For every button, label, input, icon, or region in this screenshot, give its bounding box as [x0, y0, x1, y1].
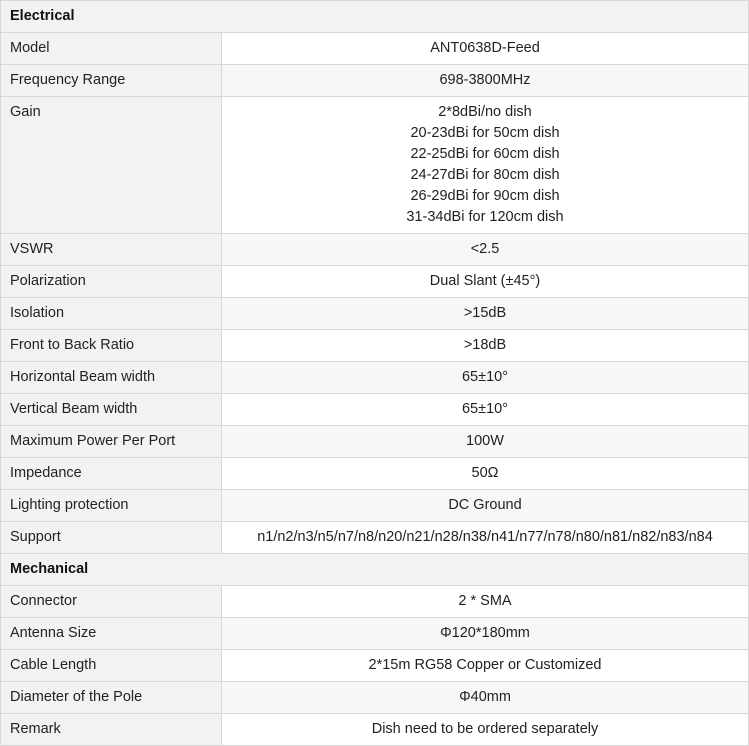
- spec-value: 698-3800MHz: [222, 65, 749, 97]
- spec-value: 65±10°: [222, 394, 749, 426]
- spec-label: Antenna Size: [1, 618, 222, 650]
- spec-row-isolation: [1, 298, 749, 330]
- spec-label: Cable Length: [1, 650, 222, 682]
- spec-row-pole-diameter: [1, 682, 749, 714]
- spec-value: <2.5: [222, 234, 749, 266]
- spec-label: Support: [1, 522, 222, 554]
- spec-row-vswr: [1, 234, 749, 266]
- spec-value: Dish need to be ordered separately: [222, 714, 749, 746]
- spec-label: Model: [1, 33, 222, 65]
- spec-label: Horizontal Beam width: [1, 362, 222, 394]
- spec-value: Φ120*180mm: [222, 618, 749, 650]
- spec-label: Impedance: [1, 458, 222, 490]
- gain-line: 2*8dBi/no dish: [438, 104, 532, 120]
- spec-row-v-beam: [1, 394, 749, 426]
- spec-row-gain: [1, 97, 749, 234]
- spec-label: Lighting protection: [1, 490, 222, 522]
- spec-row-cable-length: [1, 650, 749, 682]
- spec-value: Dual Slant (±45°): [222, 266, 749, 298]
- spec-row-max-power: [1, 426, 749, 458]
- spec-value: >15dB: [222, 298, 749, 330]
- spec-row-impedance: [1, 458, 749, 490]
- spec-label: Connector: [1, 586, 222, 618]
- gain-line: 24-27dBi for 80cm dish: [410, 167, 560, 183]
- spec-row-antenna-size: [1, 618, 749, 650]
- spec-value: [222, 97, 749, 234]
- spec-value: Φ40mm: [222, 682, 749, 714]
- spec-value: 50Ω: [222, 458, 749, 490]
- section-title-electrical: Electrical: [1, 1, 749, 33]
- spec-row-frequency: [1, 65, 749, 97]
- spec-label: Frequency Range: [1, 65, 222, 97]
- spec-value: >18dB: [222, 330, 749, 362]
- spec-value: 100W: [222, 426, 749, 458]
- spec-row-model: [1, 33, 749, 65]
- spec-row-lighting: [1, 490, 749, 522]
- spec-row-front-back: [1, 330, 749, 362]
- gain-line: 26-29dBi for 90cm dish: [410, 188, 560, 204]
- spec-row-connector: [1, 586, 749, 618]
- spec-label: Front to Back Ratio: [1, 330, 222, 362]
- gain-line: 22-25dBi for 60cm dish: [410, 146, 560, 162]
- spec-label: Gain: [1, 97, 222, 234]
- spec-label: VSWR: [1, 234, 222, 266]
- spec-row-support: [1, 522, 749, 554]
- spec-label: Vertical Beam width: [1, 394, 222, 426]
- spec-label: Maximum Power Per Port: [1, 426, 222, 458]
- spec-value: n1/n2/n3/n5/n7/n8/n20/n21/n28/n38/n41/n77/n78/n80/n81/n82/n83/n84: [222, 522, 749, 554]
- gain-line: 20-23dBi for 50cm dish: [410, 125, 560, 141]
- section-row-mechanical: [1, 554, 749, 586]
- gain-line: 31-34dBi for 120cm dish: [406, 209, 564, 225]
- spec-label: Diameter of the Pole: [1, 682, 222, 714]
- spec-row-h-beam: [1, 362, 749, 394]
- spec-value: ANT0638D-Feed: [222, 33, 749, 65]
- spec-value: 2*15m RG58 Copper or Customized: [222, 650, 749, 682]
- spec-row-remark: [1, 714, 749, 746]
- spec-row-polarization: [1, 266, 749, 298]
- section-title-mechanical: Mechanical: [1, 554, 749, 586]
- spec-label: Remark: [1, 714, 222, 746]
- spec-value: 65±10°: [222, 362, 749, 394]
- spec-value: 2 * SMA: [222, 586, 749, 618]
- spec-value: DC Ground: [222, 490, 749, 522]
- spec-label: Isolation: [1, 298, 222, 330]
- section-row-electrical: [1, 1, 749, 33]
- spec-label: Polarization: [1, 266, 222, 298]
